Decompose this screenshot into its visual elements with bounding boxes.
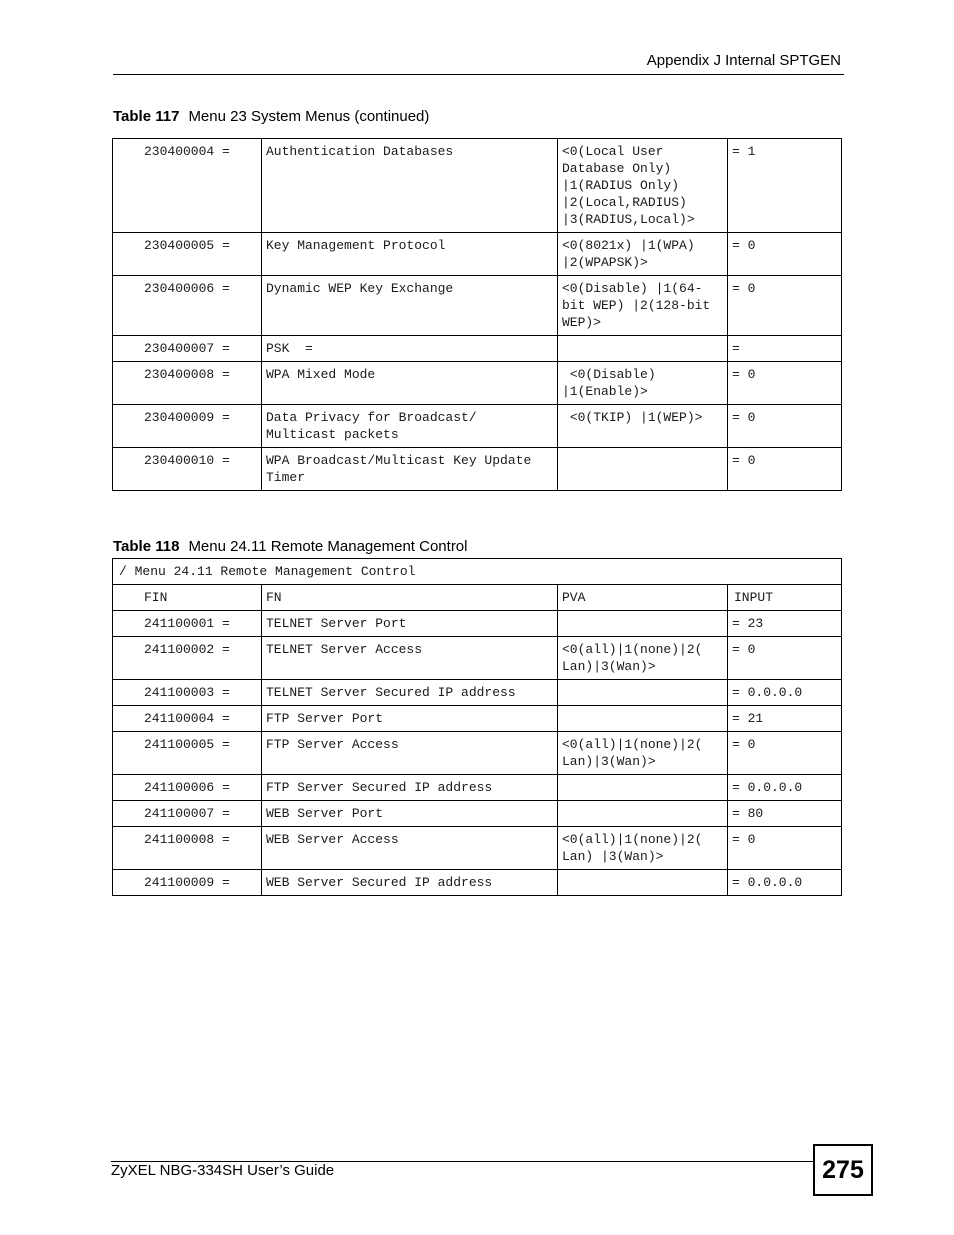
menu-banner: / Menu 24.11 Remote Management Control	[113, 559, 842, 585]
table-row	[113, 637, 842, 680]
column-header-fn: FN	[262, 585, 558, 611]
table-118-number: Table 118	[113, 538, 180, 555]
fin-cell: 241100003 =	[113, 680, 262, 706]
input-cell: = 0.0.0.0	[728, 775, 842, 801]
table-row	[113, 139, 842, 233]
fn-cell: TELNET Server Secured IP address	[262, 680, 558, 706]
pva-cell	[558, 870, 728, 896]
fn-cell: WEB Server Port	[262, 801, 558, 827]
table-row	[113, 336, 842, 362]
fin-cell: 241100004 =	[113, 706, 262, 732]
fn-cell: Authentication Databases	[262, 139, 558, 233]
guide-title: ZyXEL NBG-334SH User’s Guide	[111, 1162, 335, 1179]
fn-cell: TELNET Server Port	[262, 611, 558, 637]
fn-cell: Data Privacy for Broadcast/ Multicast packets	[262, 405, 558, 448]
input-cell: = 80	[728, 801, 842, 827]
fn-cell: FTP Server Access	[262, 732, 558, 775]
pva-cell: <0(Disable) |1(64- bit WEP) |2(128-bit WEP)>	[558, 276, 728, 336]
fin-cell: 241100001 =	[113, 611, 262, 637]
table-row	[113, 775, 842, 801]
fin-cell: 241100005 =	[113, 732, 262, 775]
column-header-fin: FIN	[113, 585, 262, 611]
table-row	[113, 362, 842, 405]
input-cell: = 0	[728, 732, 842, 775]
fin-cell: 230400007 =	[113, 336, 262, 362]
input-cell: = 1	[728, 139, 842, 233]
input-cell: = 0	[728, 276, 842, 336]
pva-cell: <0(Disable) |1(Enable)>	[558, 362, 728, 405]
table-row	[113, 827, 842, 870]
input-cell: =	[728, 336, 842, 362]
table-header-row	[113, 585, 842, 611]
pva-cell: <0(all)|1(none)|2( Lan)|3(Wan)>	[558, 637, 728, 680]
table-117-title: Menu 23 System Menus (continued)	[188, 108, 430, 125]
header-rule	[113, 74, 844, 75]
table-117-caption	[113, 108, 429, 125]
input-cell: = 0	[728, 233, 842, 276]
running-header: Appendix J Internal SPTGEN	[646, 52, 841, 69]
pva-cell	[558, 775, 728, 801]
table-row	[113, 276, 842, 336]
fn-cell: FTP Server Secured IP address	[262, 775, 558, 801]
pva-cell	[558, 706, 728, 732]
fin-cell: 230400004 =	[113, 139, 262, 233]
input-cell: = 21	[728, 706, 842, 732]
pva-cell: <0(all)|1(none)|2( Lan) |3(Wan)>	[558, 827, 728, 870]
fn-cell: TELNET Server Access	[262, 637, 558, 680]
input-cell: = 0.0.0.0	[728, 870, 842, 896]
input-cell: = 0	[728, 405, 842, 448]
fn-cell: WPA Mixed Mode	[262, 362, 558, 405]
fin-cell: 230400008 =	[113, 362, 262, 405]
table-118-caption	[113, 538, 467, 555]
column-header-input: INPUT	[728, 585, 842, 611]
fn-cell: WEB Server Secured IP address	[262, 870, 558, 896]
fin-cell: 230400009 =	[113, 405, 262, 448]
fin-cell: 230400006 =	[113, 276, 262, 336]
pva-cell: <0(8021x) |1(WPA) |2(WPAPSK)>	[558, 233, 728, 276]
fn-cell: Dynamic WEP Key Exchange	[262, 276, 558, 336]
input-cell: = 0	[728, 448, 842, 491]
page-number: 275	[813, 1144, 873, 1196]
table-row	[113, 680, 842, 706]
fn-cell: FTP Server Port	[262, 706, 558, 732]
fin-cell: 241100008 =	[113, 827, 262, 870]
table-row	[113, 732, 842, 775]
fn-cell: PSK =	[262, 336, 558, 362]
pva-cell: <0(all)|1(none)|2( Lan)|3(Wan)>	[558, 732, 728, 775]
fin-cell: 230400005 =	[113, 233, 262, 276]
input-cell: = 0	[728, 637, 842, 680]
input-cell: = 23	[728, 611, 842, 637]
fin-cell: 241100006 =	[113, 775, 262, 801]
fin-cell: 241100009 =	[113, 870, 262, 896]
pva-cell	[558, 448, 728, 491]
table-117-number: Table 117	[113, 108, 180, 125]
table-row	[113, 448, 842, 491]
table-row	[113, 706, 842, 732]
pva-cell	[558, 336, 728, 362]
table-row	[113, 405, 842, 448]
table-row	[113, 870, 842, 896]
fin-cell: 241100007 =	[113, 801, 262, 827]
fn-cell: Key Management Protocol	[262, 233, 558, 276]
fn-cell: WPA Broadcast/Multicast Key Update Timer	[262, 448, 558, 491]
pva-cell	[558, 801, 728, 827]
table-banner-row	[113, 559, 842, 585]
fin-cell: 241100002 =	[113, 637, 262, 680]
pva-cell: <0(TKIP) |1(WEP)>	[558, 405, 728, 448]
table-row	[113, 611, 842, 637]
column-header-pva: PVA	[558, 585, 728, 611]
input-cell: = 0	[728, 827, 842, 870]
pva-cell	[558, 611, 728, 637]
pva-cell	[558, 680, 728, 706]
fin-cell: 230400010 =	[113, 448, 262, 491]
fn-cell: WEB Server Access	[262, 827, 558, 870]
table-117	[112, 138, 842, 491]
table-118	[112, 558, 842, 896]
table-row	[113, 233, 842, 276]
table-118-title: Menu 24.11 Remote Management Control	[188, 538, 468, 555]
input-cell: = 0.0.0.0	[728, 680, 842, 706]
input-cell: = 0	[728, 362, 842, 405]
table-row	[113, 801, 842, 827]
pva-cell: <0(Local User Database Only) |1(RADIUS Only) |2(Local,RADIUS) |3(RADIUS,Local)>	[558, 139, 728, 233]
